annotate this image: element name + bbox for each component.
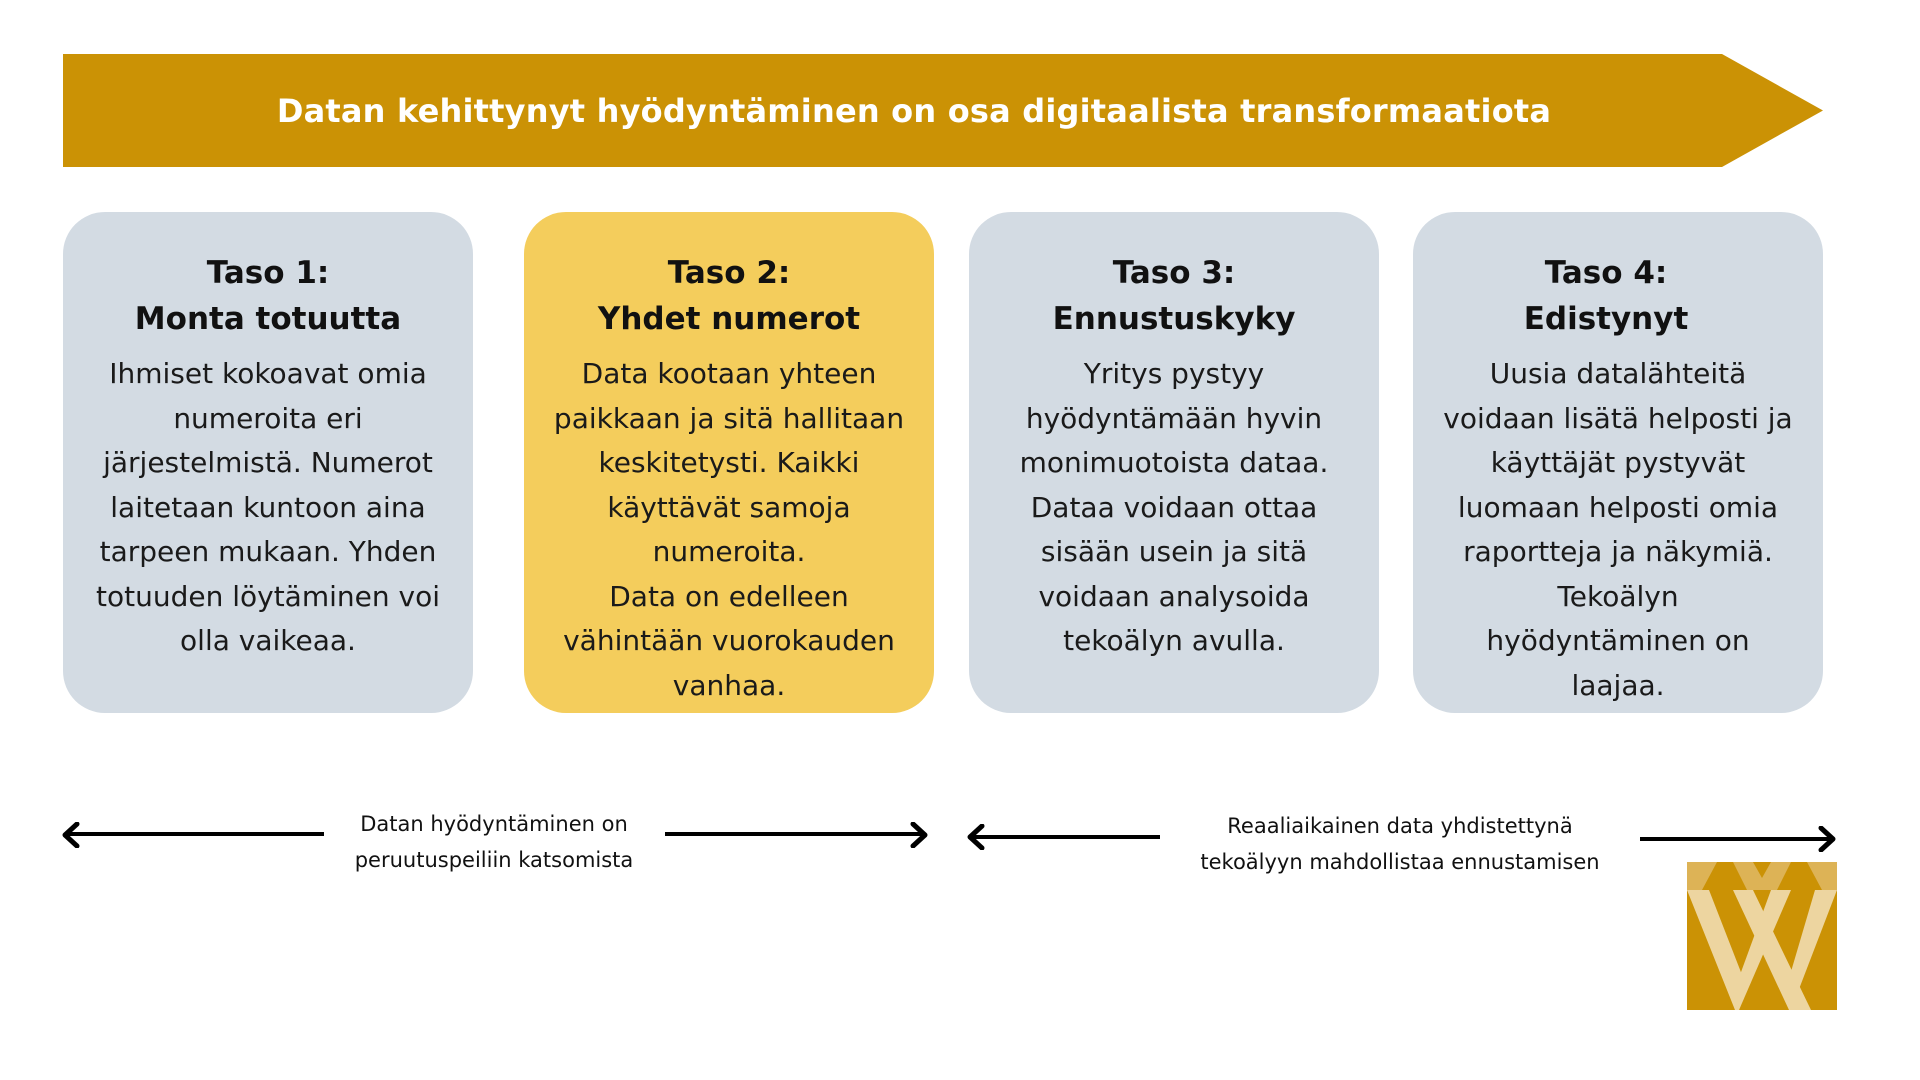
description-line: paikkaan ja sitä hallitaan (553, 401, 905, 435)
description-line: vähintään vuorokauden (563, 624, 895, 657)
description-line: Data on edelleen (609, 579, 849, 613)
level-card-3 (969, 212, 1379, 713)
caption-line: Datan hyödyntäminen on (360, 812, 628, 836)
caption-line: Reaaliaikainen data yhdistettynä (1227, 814, 1573, 838)
description-line: monimuotoista dataa. (1019, 446, 1329, 479)
level-description (534, 352, 924, 708)
description-line: numeroita eri (173, 401, 363, 435)
level-title (73, 250, 463, 342)
title-banner-arrow (63, 54, 1823, 167)
description-line: sisään usein ja sitä (1040, 535, 1308, 568)
description-line: Data kootaan yhteen (581, 357, 877, 390)
arrow-line-left-segment (971, 835, 1160, 839)
description-line: Ihmiset kokoavat omia (109, 357, 427, 390)
range-caption (320, 806, 668, 878)
description-line: Tekoälyn (1557, 579, 1679, 613)
caption-line: peruutuspeiliin katsomista (354, 848, 634, 872)
description-line: vanhaa. (672, 668, 786, 702)
description-line: Yritys pystyy (1083, 357, 1265, 390)
arrow-line-right-segment (1640, 837, 1830, 841)
level-label: Taso 4: (1544, 255, 1668, 291)
arrow-right-head-icon (1816, 826, 1836, 852)
level-title (1423, 250, 1813, 342)
arrow-right-head-icon (908, 822, 928, 848)
level-description (1423, 352, 1813, 708)
description-line: hyödyntämään hyvin (1025, 401, 1323, 435)
description-line: tarpeen mukaan. Yhden (99, 535, 437, 568)
level-name: Yhdet numerot (597, 301, 861, 337)
description-line: käyttävät samoja (607, 490, 851, 524)
level-label: Taso 3: (1112, 255, 1236, 291)
description-line: luomaan helposti omia (1457, 490, 1779, 524)
description-line: voidaan lisätä helposti ja (1443, 401, 1793, 435)
description-line: tekoälyn avulla. (1063, 624, 1285, 657)
level-card-2 (524, 212, 934, 713)
arrow-line-right-segment (665, 832, 923, 836)
level-name: Monta totuutta (134, 301, 402, 337)
range-caption (1160, 808, 1640, 880)
description-line: olla vaikeaa. (180, 624, 356, 657)
description-line: laajaa. (1571, 668, 1665, 702)
description-line: hyödyntäminen on (1486, 624, 1750, 657)
level-label: Taso 1: (206, 255, 330, 291)
w-monogram-logo-icon (1687, 862, 1837, 1010)
description-line: totuuden löytäminen voi (96, 579, 440, 613)
level-title (534, 250, 924, 342)
level-title (979, 250, 1369, 342)
description-line: Dataa voidaan ottaa (1030, 490, 1318, 524)
level-label: Taso 2: (667, 255, 791, 291)
description-line: Uusia datalähteitä (1489, 357, 1747, 390)
banner-title: Datan kehittynyt hyödyntäminen on osa digitaalista transformaatiota (276, 91, 1552, 130)
level-description (73, 352, 463, 664)
description-line: käyttäjät pystyvät (1490, 446, 1746, 479)
level-description (979, 352, 1369, 664)
description-line: voidaan analysoida (1038, 579, 1310, 613)
level-name: Ennustuskyky (1052, 301, 1296, 337)
description-line: raportteja ja näkymiä. (1463, 535, 1773, 568)
description-line: laitetaan kuntoon aina (110, 490, 426, 524)
level-name: Edistynyt (1523, 301, 1689, 337)
arrow-line-left-segment (66, 832, 324, 836)
description-line: keskitetysti. Kaikki (598, 446, 860, 479)
description-line: numeroita. (652, 535, 806, 568)
level-card-1 (63, 212, 473, 713)
description-line: järjestelmistä. Numerot (103, 446, 433, 479)
caption-line: tekoälyyn mahdollistaa ennustamisen (1200, 850, 1600, 874)
level-card-4 (1413, 212, 1823, 713)
